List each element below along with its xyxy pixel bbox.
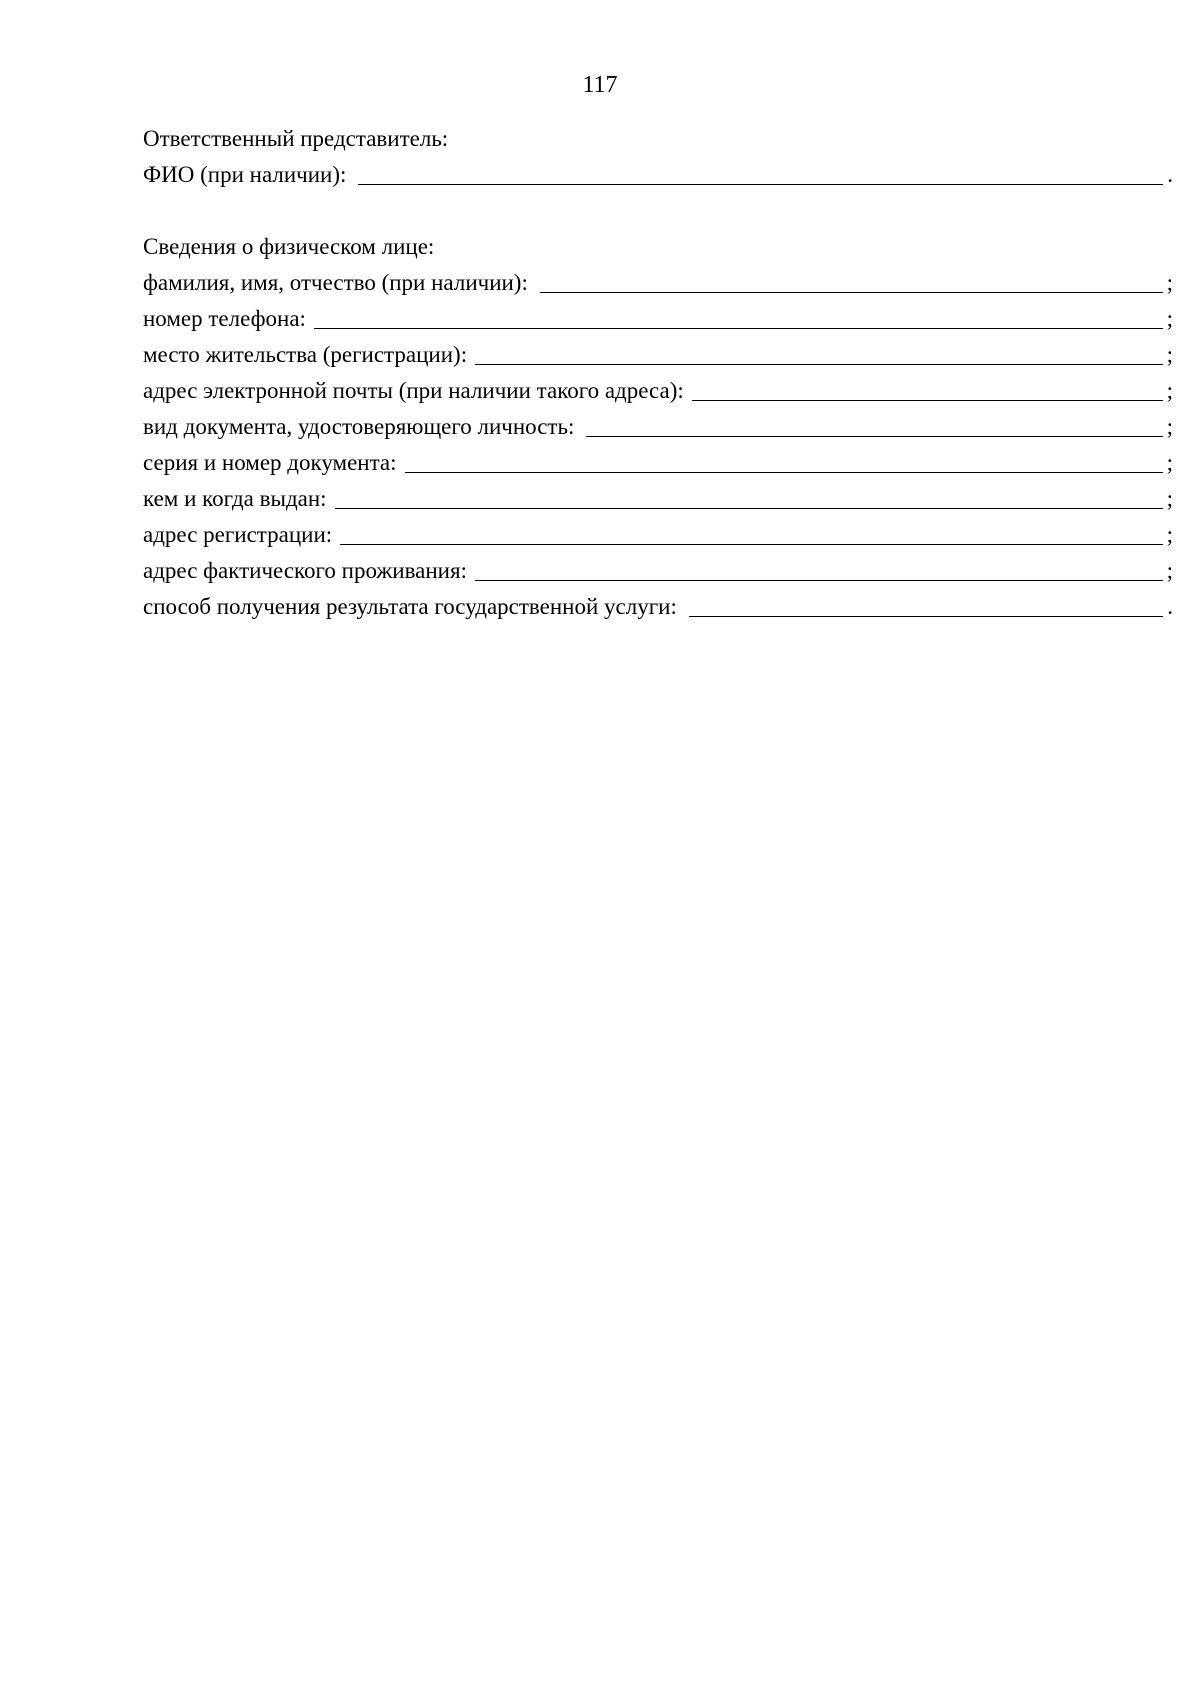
individual-heading: Сведения о физическом лице: (143, 234, 435, 259)
field-label: адрес регистрации: (143, 522, 333, 547)
field-label: адрес электронной почты (при наличии такого адреса): (143, 378, 684, 403)
field-end-punctuation: ; (1166, 450, 1173, 475)
field-end-punctuation: ; (1166, 522, 1173, 547)
form-content (143, 121, 1173, 625)
field-row-id-document-type (143, 409, 1173, 445)
field-row-full-name (143, 265, 1173, 301)
field-end-punctuation: . (1167, 162, 1173, 187)
field-label: адрес фактического проживания: (143, 558, 467, 583)
field-label: место жительства (регистрации): (143, 342, 468, 367)
field-row-actual-address (143, 553, 1173, 589)
full-name-fill-line[interactable] (540, 292, 1163, 293)
field-row-issued-by (143, 481, 1173, 517)
registration-address-fill-line[interactable] (340, 544, 1163, 545)
representative-heading: Ответственный представитель: (143, 126, 449, 151)
field-end-punctuation: . (1167, 594, 1173, 619)
id-document-type-fill-line[interactable] (586, 436, 1163, 437)
field-label: ФИО (при наличии): (143, 162, 347, 187)
issued-by-fill-line[interactable] (335, 508, 1163, 509)
field-end-punctuation: ; (1166, 378, 1173, 403)
field-label: номер телефона: (143, 306, 306, 331)
representative-name-fill-line[interactable] (358, 184, 1163, 185)
field-label: способ получения результата государственной услуги: (143, 594, 677, 619)
field-row-email (143, 373, 1173, 409)
actual-address-fill-line[interactable] (475, 580, 1163, 581)
field-row-registration-address (143, 517, 1173, 553)
field-row-residence (143, 337, 1173, 373)
field-end-punctuation: ; (1166, 270, 1173, 295)
email-fill-line[interactable] (692, 400, 1163, 401)
phone-fill-line[interactable] (314, 328, 1163, 329)
field-label: фамилия, имя, отчество (при наличии): (143, 270, 528, 295)
field-end-punctuation: ; (1166, 342, 1173, 367)
field-label: серия и номер документа: (143, 450, 397, 475)
residence-fill-line[interactable] (475, 364, 1163, 365)
field-end-punctuation: ; (1166, 306, 1173, 331)
field-end-punctuation: ; (1166, 486, 1173, 511)
field-row-result-method (143, 589, 1173, 625)
field-row-phone (143, 301, 1173, 337)
field-label: вид документа, удостоверяющего личность: (143, 414, 575, 439)
field-row-document-number (143, 445, 1173, 481)
document-number-fill-line[interactable] (405, 472, 1163, 473)
field-end-punctuation: ; (1166, 414, 1173, 439)
page-number: 117 (582, 72, 618, 98)
section-spacer (143, 193, 1173, 229)
result-method-fill-line[interactable] (689, 616, 1163, 617)
field-row-representative-name (143, 157, 1173, 193)
field-label: кем и когда выдан: (143, 486, 327, 511)
field-end-punctuation: ; (1166, 558, 1173, 583)
